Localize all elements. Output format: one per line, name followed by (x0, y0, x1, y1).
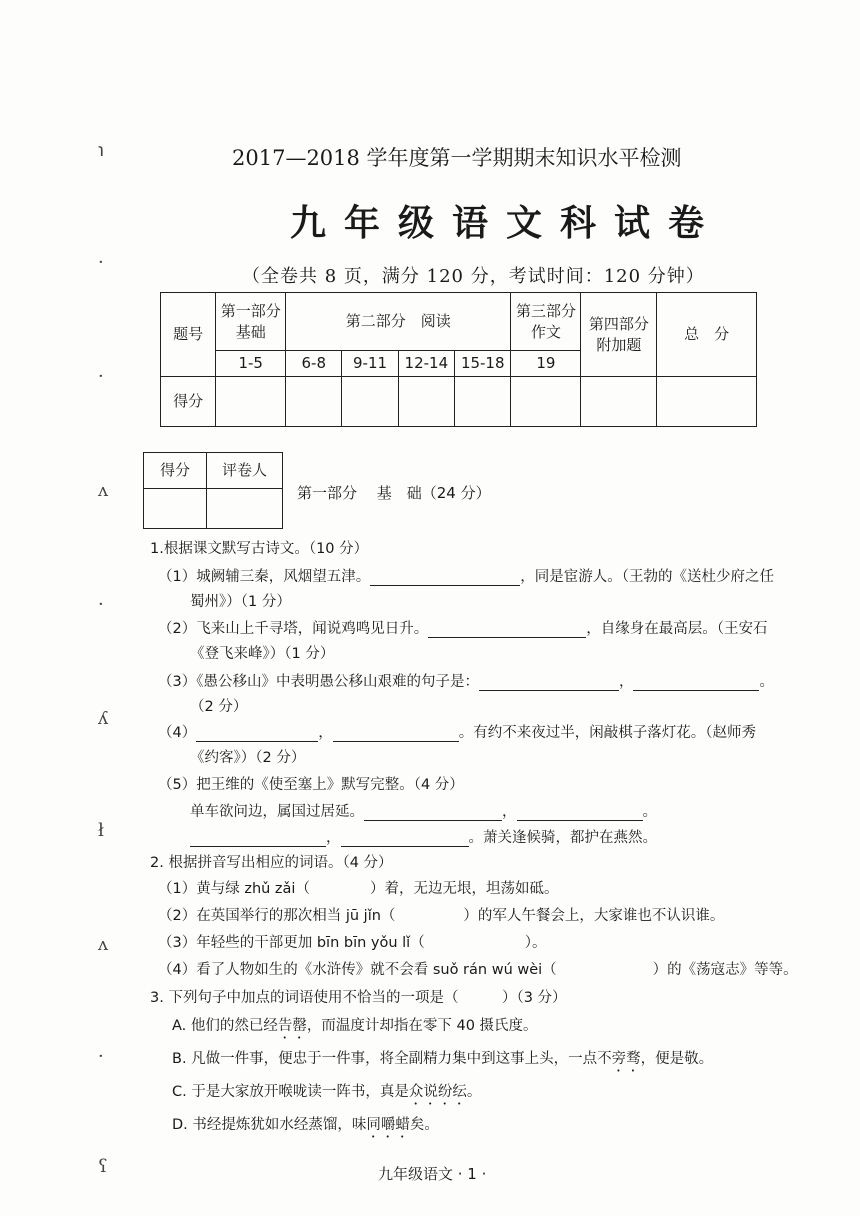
question-2-1: （1）黄与绿 zhǔ zǎi（ ）着，无边无垠，坦荡如砥。 (158, 881, 559, 897)
grader-name-cell[interactable] (207, 489, 283, 529)
header-total: 总 分 (657, 293, 757, 377)
answer-blank[interactable] (479, 675, 619, 691)
margin-mark: · (98, 1046, 104, 1067)
score-cell[interactable] (398, 377, 454, 427)
range-cell: 6-8 (286, 351, 342, 377)
question-1-3: （3）《愚公移山》中表明愚公移山艰难的句子是： ， 。 (158, 674, 774, 690)
question-1-3-cont: （2 分） (190, 699, 248, 715)
score-cell[interactable] (286, 377, 342, 427)
range-cell: 15-18 (455, 351, 511, 377)
margin-mark: ℩ (98, 140, 105, 161)
row-label-score: 得分 (161, 377, 216, 427)
section-title: 第一部分 基 础（24 分） (297, 484, 491, 502)
range-cell: 19 (511, 351, 581, 377)
option-b[interactable]: B. 凡做一件事，便忠于一件事，将全副精力集中到这事上头，一点不旁骛，便是敬。 (172, 1051, 714, 1067)
question-2-3: （3）年轻些的干部更加 bīn bīn yǒu lǐ（ ）。 (158, 935, 547, 951)
question-1-5-line2: ， 。萧关逢候骑，都护在燕然。 (190, 826, 657, 847)
option-a[interactable]: A. 他们的然已经告罄，而温度计却指在零下 40 摄氏度。 (172, 1018, 538, 1034)
option-c[interactable]: C. 于是大家放开喉咙读一阵书，真是众说纷纭。 (172, 1084, 482, 1100)
score-cell[interactable] (657, 377, 757, 427)
header-part2: 第二部分 阅读 (286, 293, 511, 351)
row-label-question-no: 题号 (161, 293, 216, 377)
question-2-head: 2. 根据拼音写出相应的词语。（4 分） (150, 855, 393, 871)
score-cell[interactable] (511, 377, 581, 427)
grader-label: 评卷人 (207, 453, 283, 489)
question-1-1-cont: 蜀州》）（1 分） (190, 594, 291, 610)
exam-header: 2017—2018 学年度第一学期期末知识水平检测 (232, 146, 682, 170)
answer-blank[interactable] (517, 805, 643, 821)
margin-mark: ʌ (98, 480, 109, 501)
margin-mark: ʎ (98, 708, 109, 729)
question-1-5-line1: 单车欲问边，属国过居延。 ， 。 (190, 804, 657, 820)
question-3-head: 3. 下列句子中加点的词语使用不恰当的一项是（ ）（3 分） (150, 990, 567, 1006)
score-cell[interactable] (581, 377, 657, 427)
margin-mark: ʌ (98, 934, 109, 955)
header-part3: 第三部分 作文 (511, 293, 581, 351)
question-1-4-cont: 《约客》）（2 分） (190, 750, 306, 766)
answer-blank[interactable] (333, 726, 459, 742)
margin-mark: · (98, 366, 104, 387)
answer-blank[interactable] (370, 570, 520, 586)
margin-mark: ł (98, 820, 104, 841)
header-part1: 第一部分 基础 (216, 293, 286, 351)
answer-blank[interactable] (364, 805, 502, 821)
range-cell: 1-5 (216, 351, 286, 377)
range-cell: 12-14 (398, 351, 454, 377)
score-cell[interactable] (342, 377, 398, 427)
margin-mark: ʕ (98, 1156, 108, 1177)
answer-blank[interactable] (633, 675, 759, 691)
page-footer: 九年级语文 · 1 · (378, 1165, 487, 1183)
question-1-2-cont: 《登飞来峰》）（1 分） (190, 646, 335, 662)
question-1-2: （2）飞来山上千寻塔，闻说鸡鸣见日升。 ，自缘身在最高层。（王安石 (158, 621, 768, 637)
question-2-2: （2）在英国举行的那次相当 jū jǐn（ ）的军人午餐会上，大家谁也不认识谁。 (158, 908, 725, 924)
question-1-5: （5）把王维的《使至塞上》默写完整。（4 分） (158, 777, 464, 793)
question-2-4: （4）看了人物如生的《水浒传》就不会看 suǒ rán wú wèi（ ）的《荡寇志》等等。 (158, 962, 798, 978)
header-part4: 第四部分 附加题 (581, 293, 657, 377)
answer-blank[interactable] (428, 622, 586, 638)
exam-subtitle: （全卷共 8 页，满分 120 分，考试时间：120 分钟） (242, 266, 705, 287)
grader-score-label: 得分 (144, 453, 207, 489)
question-1-head: 1.根据课文默写古诗文。（10 分） (150, 541, 369, 557)
exam-title: 九年级语文科试卷 (290, 202, 723, 244)
answer-blank[interactable] (341, 831, 469, 847)
answer-blank[interactable] (190, 831, 326, 847)
score-table (160, 292, 757, 427)
margin-mark: · (98, 252, 104, 273)
question-1-1: （1）城阙辅三秦，风烟望五津。 ，同是宦游人。（王勃的《送杜少府之任 (158, 569, 774, 585)
question-1-4: （4） ， 。有约不来夜过半，闲敲棋子落灯花。（赵师秀 (158, 725, 756, 741)
grader-score-cell[interactable] (144, 489, 207, 529)
answer-blank[interactable] (196, 726, 318, 742)
range-cell: 9-11 (342, 351, 398, 377)
score-cell[interactable] (216, 377, 286, 427)
margin-mark: · (98, 594, 104, 615)
option-d[interactable]: D. 书经提炼犹如水经蒸馏，味同嚼蜡矣。 (172, 1117, 439, 1133)
grader-box (143, 452, 283, 529)
score-cell[interactable] (455, 377, 511, 427)
